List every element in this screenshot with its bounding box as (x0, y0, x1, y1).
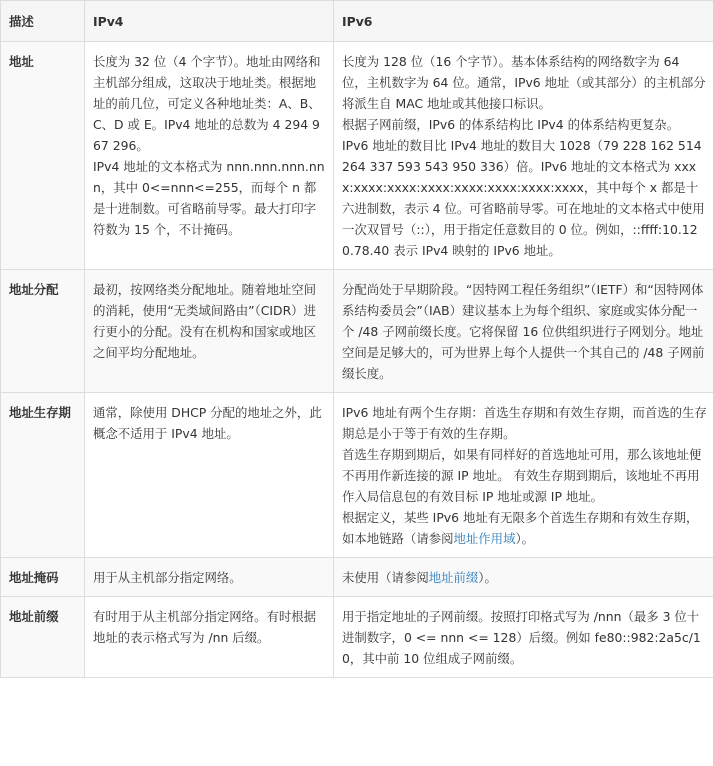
text-after-link: ）。 (515, 531, 535, 546)
cell-text: 首选生存期到期后，如果有同样好的首选地址可用，那么该地址便不再用作新连接的源 IP 地址。 有效生存期到期后，该地址不再用作入局信息包的有效目标 IP 地址或源 IP 地址。 (342, 447, 702, 504)
header-row (1, 1, 713, 42)
table-row (1, 393, 713, 558)
row-label-address: 地址 (1, 42, 85, 270)
text-before-link: 根据定义，某些 IPv6 地址有无限多个首选生存期和有效生存期，如本地链路（请参阅 (342, 510, 699, 546)
row-label-allocation: 地址分配 (1, 270, 85, 393)
cell-text (342, 567, 707, 588)
cell-text: 用于指定地址的子网前缀。按照打印格式写为 /nnn（最多 3 位十进制数字，0 <= nnn <= 128）后缀。例如 fe80::982:2a5c/10，其中前 10 位组成子网前缀。 (342, 609, 701, 666)
cell-text: 长度为 32 位（4 个字节）。地址由网络和主机部分组成，这取决于地址类。根据地址的前几位，可定义各种地址类：A、B、C、D 或 E。IPv4 地址的总数为 4 294 967 296。 (93, 54, 321, 153)
cell-text: 根据子网前缀，IPv6 的体系结构比 IPv4 的体系结构更复杂。 (342, 117, 680, 132)
header-ipv6: IPv6 (334, 1, 713, 42)
header-description: 描述 (1, 1, 85, 42)
ipv4-cell (85, 42, 334, 270)
table-row (1, 270, 713, 393)
cell-text: IPv4 地址的文本格式为 nnn.nnn.nnn.nnn，其中 0<=nnn<=255，而每个 n 都是十进制数。可省略前导零。最大打印字符数为 15 个，不计掩码。 (93, 159, 325, 237)
ipv6-cell (334, 597, 713, 678)
ipv4-cell (85, 558, 334, 597)
ipv4-cell (85, 270, 334, 393)
ipv6-cell (334, 42, 713, 270)
row-label-prefix: 地址前缀 (1, 597, 85, 678)
address-scope-link[interactable]: 地址作用域 (453, 531, 516, 546)
table-row (1, 42, 713, 270)
table-row (1, 597, 713, 678)
header-ipv4: IPv4 (85, 1, 334, 42)
ipv6-cell (334, 393, 713, 558)
cell-text: 通常，除使用 DHCP 分配的地址之外，此概念不适用于 IPv4 地址。 (93, 405, 322, 441)
cell-text: 最初，按网络类分配地址。随着地址空间的消耗，使用“无类域间路由”（CIDR）进行更小的分配。没有在机构和国家或地区之间平均分配地址。 (93, 282, 317, 360)
cell-text: 分配尚处于早期阶段。“因特网工程任务组织”（IETF）和“因特网体系结构委员会”（IAB）建议基本上为每个组织、家庭或实体分配一个 /48 子网前缀长度。它将保留 16 位供组织进行子网划分。地址空间是足够大的，可为世界上每个人提供一个其自己的 /48 子网前缀长度。 (342, 282, 705, 381)
text-before-link: 未使用（请参阅 (342, 570, 429, 585)
text-after-link: ）。 (478, 570, 497, 585)
cell-text: IPv6 地址有两个生存期：首选生存期和有效生存期，而首选的生存期总是小于等于有效的生存期。 (342, 405, 707, 441)
cell-text: 长度为 128 位（16 个字节）。基本体系结构的网络数字为 64 位，主机数字为 64 位。通常，IPv6 地址（或其部分）的主机部分将派生自 MAC 地址或其他接口标识。 (342, 54, 706, 111)
ipv6-cell (334, 270, 713, 393)
cell-text: 用于从主机部分指定网络。 (93, 570, 242, 585)
cell-text: IPv6 地址的数目比 IPv4 地址的数目大 1028（79 228 162 514 264 337 593 543 950 336）倍。IPv6 地址的文本格式为 xxxx:xxxx:xxxx:xxxx:xxxx:xxxx:xxxx:xxxx，其中每个 x 都是十六进制数，表示 4 位。可省略前导零。可在地址的文本格式中使用一次双冒号（::），用于指定任意数目的 0 位。例如，::ffff:10.120.78.40 表示 IPv4 映射的 IPv6 地址。 (342, 138, 705, 258)
row-label-lifetime: 地址生存期 (1, 393, 85, 558)
ipv6-cell (334, 558, 713, 597)
row-label-mask: 地址掩码 (1, 558, 85, 597)
address-prefix-link[interactable]: 地址前缀 (428, 570, 479, 585)
cell-text: 有时用于从主机部分指定网络。有时根据地址的表示格式写为 /nn 后缀。 (93, 609, 317, 645)
cell-text (342, 507, 707, 549)
table-row (1, 558, 713, 597)
ipv4-cell (85, 597, 334, 678)
ipv4-cell (85, 393, 334, 558)
